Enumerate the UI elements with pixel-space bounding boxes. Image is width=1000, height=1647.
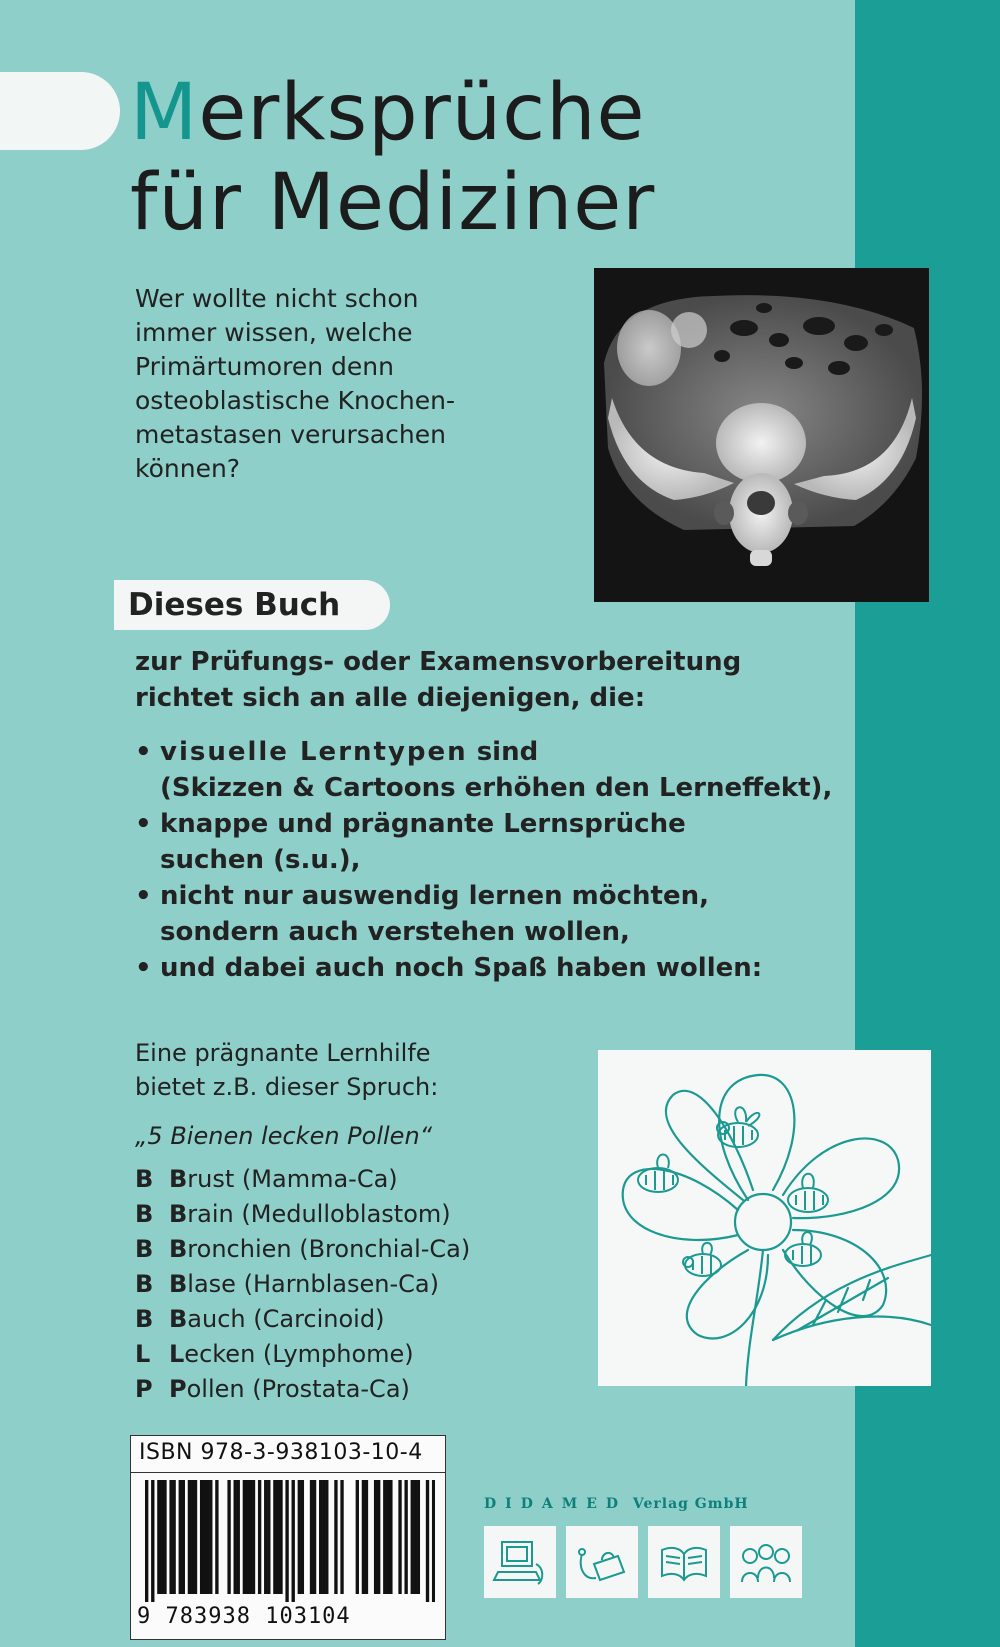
computer-icon [484, 1526, 556, 1598]
barcode-bar [279, 1480, 282, 1594]
mnemonic-letter: B [135, 1270, 154, 1298]
barcode-bar [404, 1480, 407, 1594]
barcode-bar [292, 1480, 295, 1602]
barcode-bar [417, 1480, 420, 1594]
mnemonic-letter: P [135, 1375, 153, 1403]
intro-line: osteoblastische Knochen- [135, 386, 456, 415]
bee-flower-illustration [598, 1050, 931, 1386]
barcode-bar [163, 1480, 166, 1594]
intro-question [135, 282, 555, 486]
isbn-barcode-box [130, 1435, 446, 1640]
mnemonic-initial: P [169, 1375, 187, 1403]
intro-line: metastasen verursachen [135, 420, 446, 449]
barcode-bar [383, 1480, 386, 1594]
flower-with-bees-drawing [598, 1050, 931, 1386]
mnemonic-word-rest: rain [187, 1200, 234, 1228]
barcode-bar [432, 1480, 435, 1602]
open-book-icon [648, 1526, 720, 1598]
book-title [130, 68, 655, 248]
bullet-glyph: • [135, 809, 152, 839]
barcode-bar [179, 1480, 182, 1594]
isbn-divider [131, 1472, 445, 1473]
barcode-bar [169, 1480, 172, 1594]
barcode-bar [365, 1480, 368, 1594]
aid-line: Eine prägnante Lernhilfe [135, 1039, 431, 1067]
bullet-text-line2: (Skizzen & Cartoons erhöhen den Lerneffekt), [160, 773, 833, 803]
barcode-bars [145, 1480, 435, 1602]
barcode-bar [325, 1480, 328, 1594]
mnemonic-detail: (Lymphome) [255, 1340, 414, 1368]
barcode-bar [322, 1480, 325, 1594]
mnemonic-word-rest: rust [187, 1165, 235, 1193]
barcode-bar [340, 1480, 343, 1594]
mnemonic-word-rest: lase [187, 1270, 236, 1298]
mnemonic-word-rest: ecken [184, 1340, 256, 1368]
mnemonic-initial: B [169, 1235, 188, 1263]
barcode-bar [145, 1480, 148, 1602]
people-group-icon [730, 1526, 802, 1598]
title-pill-decoration [0, 72, 120, 150]
mnemonic-detail: (Bronchial-Ca) [291, 1235, 471, 1263]
bullet-item [135, 806, 832, 878]
mnemonic-list [135, 1162, 470, 1407]
bullet-item [135, 734, 832, 806]
intro-line: können? [135, 454, 241, 483]
bullet-glyph: • [135, 881, 152, 911]
mnemonic-word-rest: auch [187, 1305, 246, 1333]
barcode-bar [426, 1480, 429, 1602]
mnemonic-letter: B [135, 1165, 154, 1193]
mnemonic-row [135, 1337, 470, 1372]
mnemonic-detail: (Harnblasen-Ca) [235, 1270, 439, 1298]
mnemonic-word-rest: ollen [186, 1375, 245, 1403]
barcode-bar [398, 1480, 401, 1594]
mnemonic-letter: L [135, 1340, 151, 1368]
barcode-bar [356, 1480, 359, 1594]
bullet-text-line2: sondern auch verstehen wollen, [160, 917, 630, 947]
barcode-bar [151, 1480, 154, 1602]
barcode-bar [200, 1480, 203, 1594]
aid-line: bietet z.B. dieser Spruch: [135, 1073, 439, 1101]
barcode-bar [386, 1480, 389, 1594]
mnemonic-letter: B [135, 1200, 154, 1228]
mnemonic-detail: (Carcinoid) [245, 1305, 385, 1333]
bullet-item [135, 950, 832, 986]
mnemonic-row [135, 1232, 470, 1267]
publisher-brand: DIDAMED [484, 1496, 628, 1512]
barcode-bar [377, 1480, 380, 1594]
barcode-bar [237, 1480, 240, 1594]
barcode-bar [246, 1480, 249, 1594]
barcode-bar [276, 1480, 279, 1594]
barcode-bar [389, 1480, 392, 1594]
mnemonic-detail: (Medulloblastom) [233, 1200, 451, 1228]
barcode-bar [273, 1480, 276, 1594]
intro-line: immer wissen, welche [135, 318, 413, 347]
bullet-text: nicht nur auswendig lernen möchten, [160, 881, 709, 911]
barcode-bar [203, 1480, 206, 1594]
mnemonic-row [135, 1197, 470, 1232]
barcode-bar [334, 1480, 337, 1594]
audience-lead [135, 644, 741, 716]
learning-aid-intro [135, 1036, 438, 1104]
teal-side-stripe [855, 0, 1000, 1647]
intro-line: Primärtumoren denn [135, 352, 394, 381]
bullet-emphasis: visuelle Lerntypen [160, 737, 468, 767]
barcode-bar [243, 1480, 246, 1594]
barcode-bar [227, 1480, 230, 1594]
audience-bullet-list [135, 734, 832, 986]
barcode-bar [157, 1480, 160, 1594]
barcode-bar [411, 1480, 414, 1594]
barcode-bar [215, 1480, 218, 1594]
mnemonic-detail: (Prostata-Ca) [244, 1375, 410, 1403]
title-line1-rest: erksprüche [198, 68, 646, 158]
mnemonic-detail: (Mamma-Ca) [234, 1165, 398, 1193]
mnemonic-word-rest: ronchien [187, 1235, 292, 1263]
barcode-bar [264, 1480, 267, 1594]
barcode-bar [249, 1480, 252, 1594]
barcode-bar [301, 1480, 304, 1594]
barcode-bar [206, 1480, 209, 1594]
barcode-bar [182, 1480, 185, 1594]
barcode-bar [319, 1480, 322, 1594]
barcode-bar [160, 1480, 163, 1594]
mnemonic-initial: B [169, 1270, 188, 1298]
lead-line: zur Prüfungs- oder Examensvorbereitung [135, 647, 742, 677]
publisher-suffix: Verlag GmbH [632, 1496, 749, 1512]
mnemonic-row [135, 1372, 470, 1407]
mnemonic-quote: „5 Bienen lecken Pollen“ [135, 1122, 433, 1150]
publisher-icon-row [484, 1526, 802, 1598]
bullet-item [135, 878, 832, 950]
barcode-bar [414, 1480, 417, 1594]
mnemonic-letter: B [135, 1235, 154, 1263]
barcode-bar [313, 1480, 316, 1594]
barcode-bar [258, 1480, 261, 1594]
barcode-bar [252, 1480, 255, 1594]
title-line2: für Mediziner [130, 158, 656, 248]
barcode-bar [374, 1480, 377, 1594]
mnemonic-letter: B [135, 1305, 154, 1333]
barcode-bar [267, 1480, 270, 1594]
barcode-bar [209, 1480, 212, 1594]
bullet-text: sind [467, 737, 539, 767]
stethoscope-bag-icon [566, 1526, 638, 1598]
bullet-text: knappe und prägnante Lernsprüche [160, 809, 686, 839]
mnemonic-row [135, 1162, 470, 1197]
mnemonic-initial: B [169, 1165, 188, 1193]
barcode-bar [234, 1480, 237, 1594]
barcode-bar [310, 1480, 313, 1594]
ct-scan-drawing [594, 268, 929, 602]
barcode-bar [188, 1480, 191, 1594]
barcode-bar [362, 1480, 365, 1594]
barcode-bar [172, 1480, 175, 1594]
lead-line: richtet sich an alle diejenigen, die: [135, 683, 646, 713]
barcode-bar [191, 1480, 194, 1594]
barcode-bar [298, 1480, 301, 1594]
barcode-bar [194, 1480, 197, 1594]
mnemonic-row [135, 1302, 470, 1337]
barcode-number: 9 783938 103104 [137, 1604, 351, 1629]
barcode-bar [285, 1480, 288, 1602]
section-badge: Dieses Buch [114, 580, 390, 630]
bullet-text-line2: suchen (s.u.), [160, 845, 361, 875]
bullet-glyph: • [135, 953, 152, 983]
title-first-letter: M [130, 68, 199, 158]
ct-scan-image [594, 268, 929, 602]
intro-line: Wer wollte nicht schon [135, 284, 419, 313]
mnemonic-row [135, 1267, 470, 1302]
publisher-name [484, 1496, 749, 1512]
mnemonic-initial: B [169, 1200, 188, 1228]
isbn-number: ISBN 978-3-938103-10-4 [139, 1440, 423, 1465]
bullet-text: und dabei auch noch Spaß haben wollen: [160, 953, 763, 983]
mnemonic-initial: B [169, 1305, 188, 1333]
bullet-glyph: • [135, 737, 152, 767]
mnemonic-initial: L [169, 1340, 185, 1368]
